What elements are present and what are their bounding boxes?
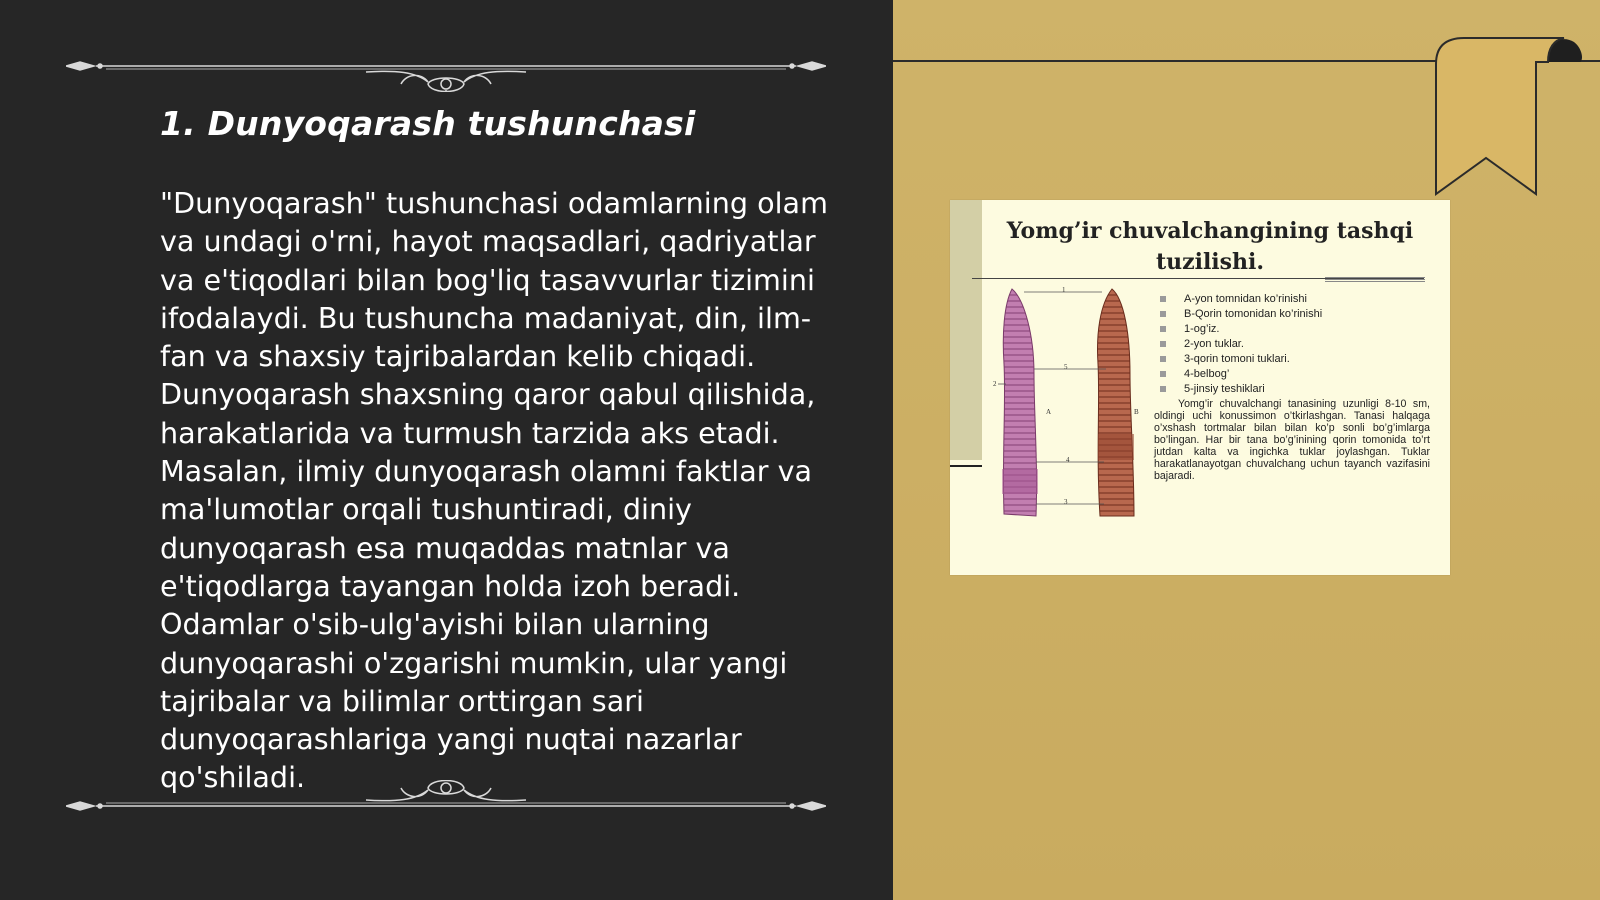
legend-item: 1-og’iz.	[1160, 322, 1322, 337]
worm-label-5: 5	[1064, 363, 1068, 371]
worm-label-1: 1	[1062, 286, 1066, 294]
slide-title: 1. Dunyoqarash tushunchasi	[160, 104, 696, 143]
earthworm-illustration-icon	[984, 284, 1159, 529]
worm-label-b: B	[1134, 408, 1139, 416]
figure-side-line	[950, 465, 982, 467]
ornament-divider-bottom-icon	[66, 780, 826, 830]
worm-label-4: 4	[1066, 456, 1070, 464]
worm-label-2: 2	[993, 380, 997, 388]
earthworm-figure	[950, 200, 1450, 575]
figure-legend	[1160, 292, 1322, 397]
legend-item: 4-belbog’	[1160, 367, 1322, 382]
legend-item: 5-jinsiy teshiklari	[1160, 382, 1322, 397]
figure-description: Yomg’ir chuvalchangi tanasining uzunligi 8-10 sm, oldingi uchi konussimon o’tkirlashgan. Tanasi halqaga o’xshash tortmalar bilan bilan ko’p sonli bo’g’imlarga bo’lingan. Har bir tana bo’g’inining qorin tomonida to’rt jutdan kalta va ingichka tuklar joylashgan. Tuklar harakatlanayotgan chuvalchang uchun tayanch vazifasini bajaradi.	[1154, 398, 1430, 482]
legend-item: B-Qorin tomonidan ko’rinishi	[1160, 307, 1322, 322]
ornament-divider-top-icon	[66, 42, 826, 92]
figure-title: Yomg’ir chuvalchangining tashqi tuzilishi.	[1006, 218, 1414, 275]
figure-side-bar	[950, 200, 982, 460]
worm-label-a: A	[1046, 408, 1052, 416]
worm-label-3: 3	[1064, 498, 1068, 506]
legend-item: 3-qorin tomoni tuklari.	[1160, 352, 1322, 367]
legend-item: A-yon tomnidan ko’rinishi	[1160, 292, 1322, 307]
figure-rule-accent	[1325, 277, 1425, 283]
bookmark-ribbon-icon	[1434, 36, 1584, 201]
slide-body-text: "Dunyoqarash" tushunchasi odamlarning olam va undagi o'rni, hayot maqsadlari, qadriyatlar va e'tiqodlari bilan bog'liq tasavvurlar tizimini ifodalaydi. Bu tushuncha madaniyat, din, ilm-fan va shaxsiy tajribalardan kelib chiqadi. Dunyoqarash shaxsning qaror qabul qilishida, harakatlarida va turmush tarzida aks etadi. Masalan, ilmiy dunyoqarash olamni faktlar va ma'lumotlar orqali tushuntiradi, diniy dunyoqarash esa muqaddas matnlar va e'tiqodlarga tayangan holda izoh beradi. Odamlar o'sib-ulg'ayishi bilan ularning dunyoqarashi o'zgarishi mumkin, ular yangi tajribalar va bilimlar orttirgan sari dunyoqarashlariga yangi nuqtai nazarlar qo'shiladi.	[160, 186, 828, 795]
legend-item: 2-yon tuklar.	[1160, 337, 1322, 352]
